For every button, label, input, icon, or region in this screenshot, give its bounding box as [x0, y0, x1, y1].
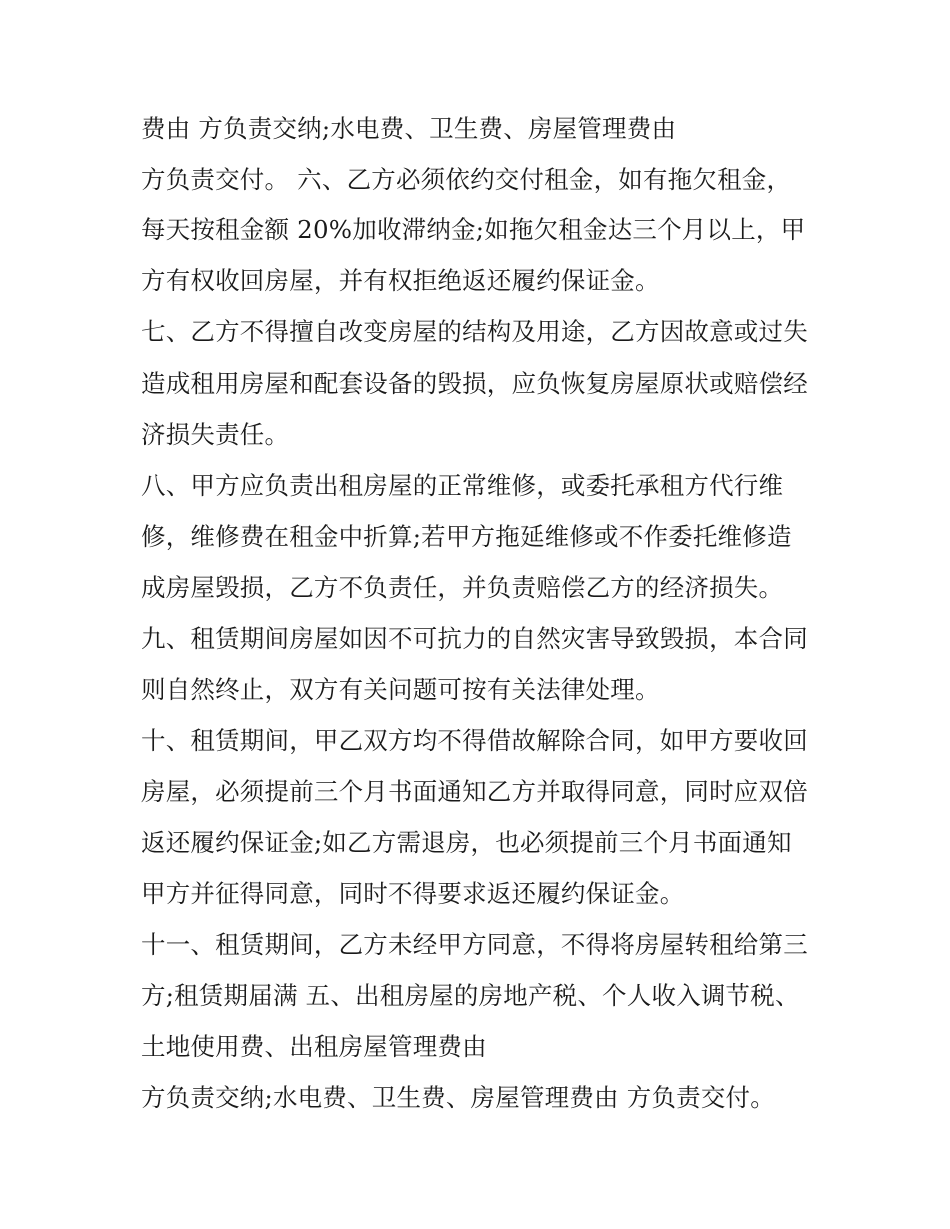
text-line: 每天按租金额 20%加收滞纳金;如拖欠租金达三个月以上，甲	[141, 215, 806, 244]
text-line: 方;租赁期届满 五、出租房屋的房地产税、个人收入调节税、	[141, 981, 800, 1010]
text-line: 费由 方负责交纳;水电费、卫生费、房屋管理费由	[141, 114, 677, 143]
text-line: 修，维修费在租金中折算;若甲方拖延维修或不作委托维修造	[141, 522, 792, 551]
text-line: 七、乙方不得擅自改变房屋的结构及用途，乙方因故意或过失	[141, 317, 808, 346]
text-line: 返还履约保证金;如乙方需退房，也必须提前三个月书面通知	[141, 828, 792, 857]
text-line: 十一、租赁期间，乙方未经甲方同意，不得将房屋转租给第三	[141, 930, 808, 959]
text-line: 济损失责任。	[141, 420, 290, 449]
text-line: 房屋，必须提前三个月书面通知乙方并取得同意，同时应双倍	[141, 777, 808, 806]
text-line: 八、甲方应负责出租房屋的正常维修，或委托承租方代行维	[141, 471, 784, 500]
text-line: 十、租赁期间，甲乙双方均不得借故解除合同，如甲方要收回	[141, 726, 808, 755]
text-line: 土地使用费、出租房屋管理费由	[141, 1032, 487, 1061]
text-line: 造成租用房屋和配套设备的毁损，应负恢复房屋原状或赔偿经	[141, 369, 808, 398]
text-line: 则自然终止，双方有关问题可按有关法律处理。	[141, 675, 660, 704]
text-line: 甲方并征得同意，同时不得要求返还履约保证金。	[141, 879, 685, 908]
text-line: 九、租赁期间房屋如因不可抗力的自然灾害导致毁损，本合同	[141, 624, 808, 653]
text-line: 方有权收回房屋，并有权拒绝返还履约保证金。	[141, 266, 660, 295]
text-line: 方负责交纳;水电费、卫生费、房屋管理费由 方负责交付。	[141, 1083, 775, 1112]
text-line: 成房屋毁损，乙方不负责任，并负责赔偿乙方的经济损失。	[141, 573, 784, 602]
text-line: 方负责交付。 六、乙方必须依约交付租金，如有拖欠租金，	[141, 165, 792, 194]
